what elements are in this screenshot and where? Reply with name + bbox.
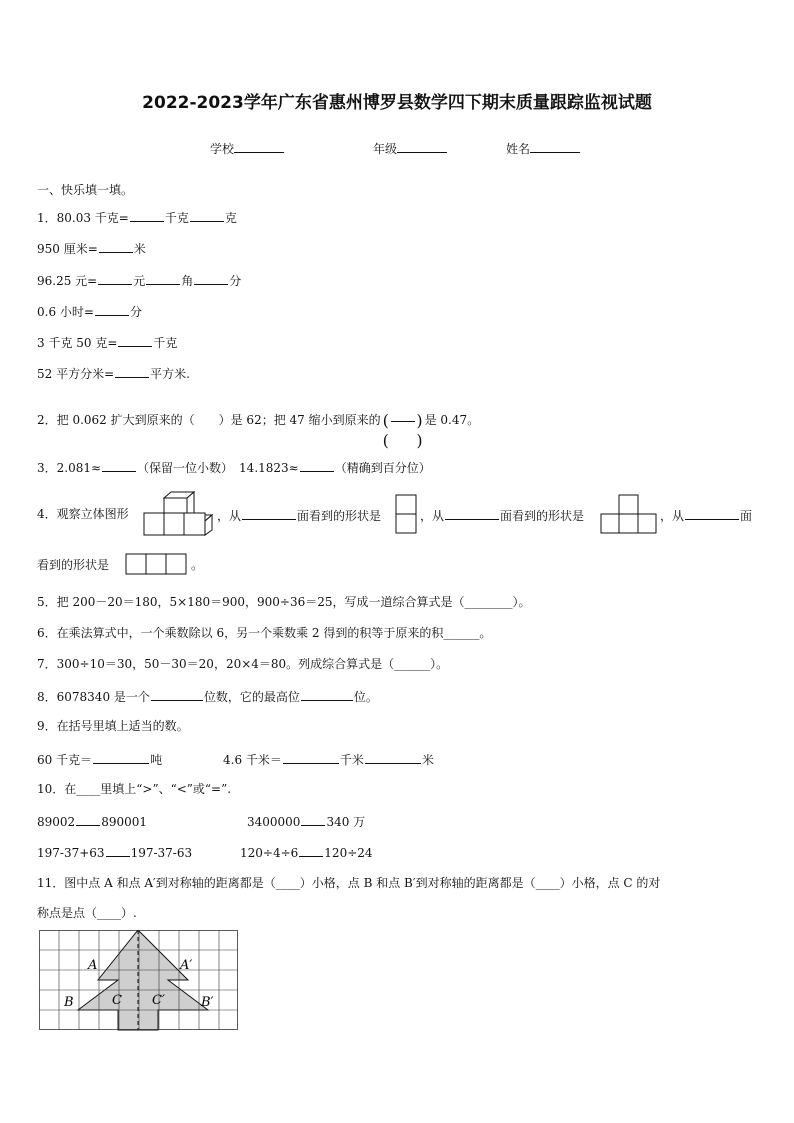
question-9b: 4.6 千米＝ 千米 米 — [223, 750, 434, 768]
question-4-part1: ，从 面看到的形状是 — [217, 506, 381, 524]
shape-view-2-icon — [600, 494, 658, 534]
question-4-end: 。 — [191, 558, 204, 572]
answer-blank[interactable] — [194, 271, 228, 285]
question-9a: 60 千克＝ 吨 — [37, 750, 162, 768]
answer-blank[interactable] — [445, 506, 499, 520]
grade-field[interactable] — [373, 140, 447, 157]
question-1d: 0.6 小时= 分 — [37, 302, 142, 320]
answer-blank[interactable] — [102, 458, 136, 472]
question-2: 2．把 0.062 扩大到原来的（ ）是 62；把 47 缩小到原来的 ( ) ( ) 是 0.47。 — [37, 400, 479, 441]
question-10: 10．在____里填上“>”、“<”或“=”. — [37, 782, 232, 796]
grade-label: 年级 — [373, 142, 398, 156]
question-10c: 197-37+63 197-37-63 — [37, 843, 192, 861]
question-1a: 1．80.03 千克= 千克 克 — [37, 208, 237, 226]
answer-blank[interactable] — [99, 239, 133, 253]
question-3: 3．2.081≈ （保留一位小数） 14.1823≈ （精确到百分位） — [37, 458, 431, 476]
question-4-continued: 看到的形状是 — [37, 558, 110, 572]
answer-blank[interactable] — [301, 812, 325, 826]
fraction-blank[interactable]: ( ) ( ) — [382, 410, 423, 450]
label-a-prime: A′ — [180, 958, 193, 973]
label-c: C — [112, 993, 122, 1008]
answer-blank[interactable] — [95, 302, 129, 316]
question-6: 6．在乘法算式中，一个乘数除以 6，另一个乘数乘 2 得到的积等于原来的积______。 — [37, 626, 492, 640]
question-1c: 96.25 元= 元 角 分 — [37, 271, 241, 289]
answer-blank[interactable] — [118, 333, 152, 347]
question-10a: 89002 890001 — [37, 812, 147, 830]
symmetry-grid-figure — [39, 930, 239, 1031]
tree-shape — [78, 930, 208, 1030]
name-field[interactable] — [506, 140, 580, 157]
answer-blank[interactable] — [301, 687, 353, 701]
school-field[interactable] — [210, 140, 284, 157]
shape-view-1-icon — [395, 494, 417, 534]
label-c-prime: C′ — [152, 993, 165, 1008]
answer-blank[interactable] — [146, 271, 180, 285]
answer-blank[interactable] — [685, 506, 739, 520]
answer-blank[interactable] — [76, 812, 100, 826]
solid-figure-icon — [142, 490, 214, 536]
answer-blank[interactable] — [242, 506, 296, 520]
answer-blank[interactable] — [106, 843, 130, 857]
name-label: 姓名 — [506, 142, 531, 156]
question-10d: 120÷4÷6 120÷24 — [240, 843, 373, 861]
question-11-continued: 称点是点（____）. — [37, 906, 137, 920]
question-4-part3: ，从 面 — [660, 506, 752, 524]
question-5: 5．把 200－20＝180，5×180＝900，900÷36＝25，写成一道综合算式是（________）。 — [37, 595, 531, 609]
question-11: 11．图中点 A 和点 A′到对称轴的距离都是（____）小格，点 B 和点 B′到对称轴的距离都是（____）小格，点 C 的对 — [37, 876, 661, 890]
answer-blank[interactable] — [115, 364, 149, 378]
question-9: 9．在括号里填上适当的数。 — [37, 719, 189, 733]
question-1b: 950 厘米= 米 — [37, 239, 146, 257]
label-b-prime: B′ — [201, 995, 214, 1010]
question-1e: 3 千克 50 克= 千克 — [37, 333, 177, 351]
section-heading: 一、快乐填一填。 — [37, 183, 134, 197]
answer-blank[interactable] — [300, 458, 334, 472]
question-4-part2: ，从 面看到的形状是 — [420, 506, 584, 524]
answer-blank[interactable] — [98, 271, 132, 285]
answer-blank[interactable] — [365, 750, 421, 764]
question-4: 4．观察立体图形 — [37, 507, 129, 521]
answer-blank[interactable] — [93, 750, 149, 764]
label-a: A — [88, 958, 98, 973]
question-10b: 3400000 340 万 — [247, 812, 365, 830]
school-label: 学校 — [210, 142, 235, 156]
answer-blank[interactable] — [151, 687, 203, 701]
answer-blank[interactable] — [190, 208, 224, 222]
question-7: 7．300÷10＝30，50－30＝20，20×4＝80。列成综合算式是（______）。 — [37, 657, 449, 671]
page-title: 2022-2023学年广东省惠州博罗县数学四下期末质量跟踪监视试题 — [142, 93, 652, 113]
answer-blank[interactable] — [299, 843, 323, 857]
question-8: 8．6078340 是一个 位数，它的最高位 位。 — [37, 687, 378, 705]
label-b: B — [64, 995, 74, 1010]
question-1f: 52 平方分米= 平方米. — [37, 364, 190, 382]
answer-blank[interactable] — [283, 750, 339, 764]
answer-blank[interactable] — [130, 208, 164, 222]
shape-view-3-icon — [125, 553, 187, 575]
